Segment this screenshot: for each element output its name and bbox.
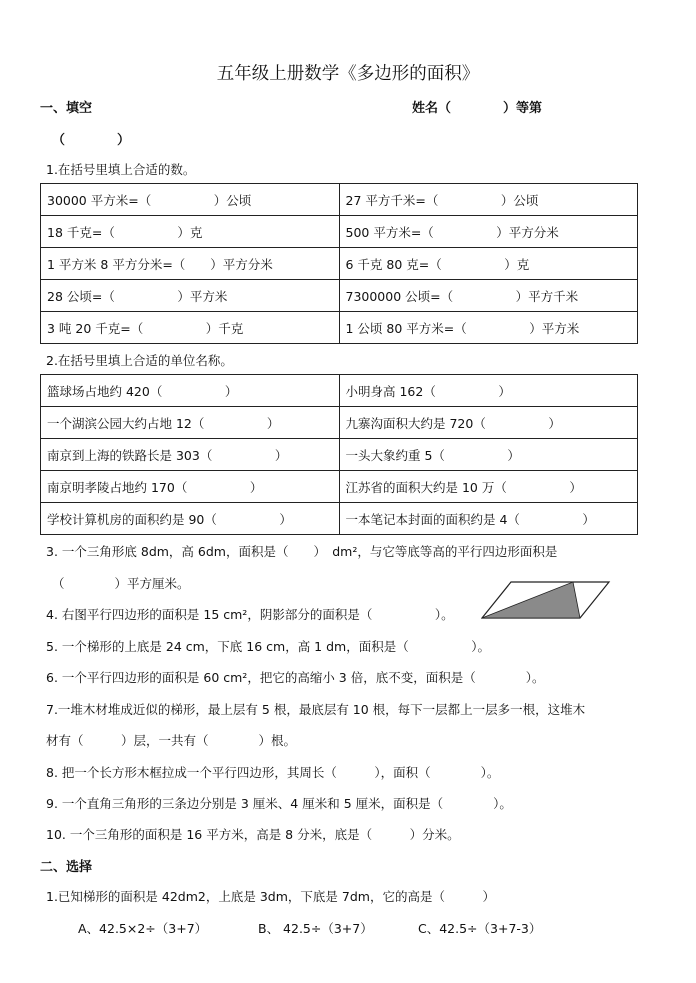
table-cell: 小明身高 162（ ） <box>339 375 638 407</box>
table-cell: 江苏省的面积大约是 10 万（ ） <box>339 471 638 503</box>
table-cell: 6 千克 80 克=（ ）克 <box>339 248 638 280</box>
page-title: 五年级上册数学《多边形的面积》 <box>216 64 480 84</box>
table-cell: 27 平方千米=（ ）公顷 <box>339 184 638 216</box>
table-row <box>41 375 638 407</box>
table-cell: 南京明孝陵占地约 170（ ） <box>41 471 340 503</box>
unit-name-table <box>40 374 638 535</box>
table-row <box>41 503 638 535</box>
question-5: 5. 一个梯形的上底是 24 cm，下底 16 cm，高 1 dm，面积是（ ）。 <box>46 639 490 654</box>
q1-prompt: 1.在括号里填上合适的数。 <box>46 162 196 177</box>
table-cell: 3 吨 20 千克=（ ）千克 <box>41 312 340 344</box>
table-row <box>41 216 638 248</box>
option-a: A、42.5×2÷（3+7） <box>78 921 208 936</box>
table-row <box>41 312 638 344</box>
table-cell: 30000 平方米=（ ）公顷 <box>41 184 340 216</box>
question-7-line-1: 7.一堆木材堆成近似的梯形，最上层有 5 根，最底层有 10 根，每下一层都上一层多一根，这堆木 <box>46 702 586 717</box>
table-cell: 28 公顷=（ ）平方米 <box>41 280 340 312</box>
question-6: 6. 一个平行四边形的面积是 60 cm²，把它的高缩小 3 倍，底不变，面积是（ ）。 <box>46 670 545 685</box>
question-3-line-2: （ ）平方厘米。 <box>52 576 190 591</box>
table-cell: 500 平方米=（ ）平方分米 <box>339 216 638 248</box>
table-cell: 南京到上海的铁路长是 303（ ） <box>41 439 340 471</box>
table-cell: 九寨沟面积大约是 720（ ） <box>339 407 638 439</box>
table-row <box>41 184 638 216</box>
table-row <box>41 439 638 471</box>
table-row <box>41 280 638 312</box>
option-b: B、 42.5÷（3+7） <box>258 921 373 936</box>
question-8: 8. 把一个长方形木框拉成一个平行四边形，其周长（ ），面积（ ）。 <box>46 765 500 780</box>
table-cell: 18 千克=（ ）克 <box>41 216 340 248</box>
unit-conversion-table <box>40 183 638 344</box>
name-grade-label: 姓名（ ）等第 <box>412 101 543 116</box>
section-choice-heading: 二、选择 <box>40 860 93 875</box>
table-row <box>41 248 638 280</box>
table-cell: 1 平方米 8 平方分米=（ ）平方分米 <box>41 248 340 280</box>
table-cell: 7300000 公顷=（ ）平方千米 <box>339 280 638 312</box>
question-9: 9. 一个直角三角形的三条边分别是 3 厘米、4 厘米和 5 厘米，面积是（ ）。 <box>46 796 512 811</box>
table-cell: 一个湖滨公园大约占地 12（ ） <box>41 407 340 439</box>
section-fill-heading: 一、填空 <box>40 101 93 116</box>
table-cell: 学校计算机房的面积约是 90（ ） <box>41 503 340 535</box>
q2-prompt: 2.在括号里填上合适的单位名称。 <box>46 353 233 368</box>
question-7-line-2: 材有（ ）层，一共有（ ）根。 <box>46 733 297 748</box>
table-row <box>41 471 638 503</box>
table-cell: 1 公顷 80 平方米=（ ）平方米 <box>339 312 638 344</box>
parallelogram-figure <box>481 580 611 620</box>
table-cell: 一本笔记本封面的面积约是 4（ ） <box>339 503 638 535</box>
table-cell: 一头大象约重 5（ ） <box>339 439 638 471</box>
table-row <box>41 407 638 439</box>
question-10: 10. 一个三角形的面积是 16 平方米，高是 8 分米，底是（ ）分米。 <box>46 827 460 842</box>
option-c: C、42.5÷（3+7-3） <box>418 921 542 936</box>
question-4: 4. 右图平行四边形的面积是 15 cm²，阴影部分的面积是（ ）。 <box>46 607 454 622</box>
table-cell: 篮球场占地约 420（ ） <box>41 375 340 407</box>
question-3-line-1: 3. 一个三角形底 8dm，高 6dm，面积是（ ） dm²，与它等底等高的平行四边形面积是 <box>46 544 558 559</box>
choice-question-1: 1.已知梯形的面积是 42dm2，上底是 3dm，下底是 7dm，它的高是（ ） <box>46 889 495 904</box>
grade-blank: （ ） <box>52 133 131 148</box>
